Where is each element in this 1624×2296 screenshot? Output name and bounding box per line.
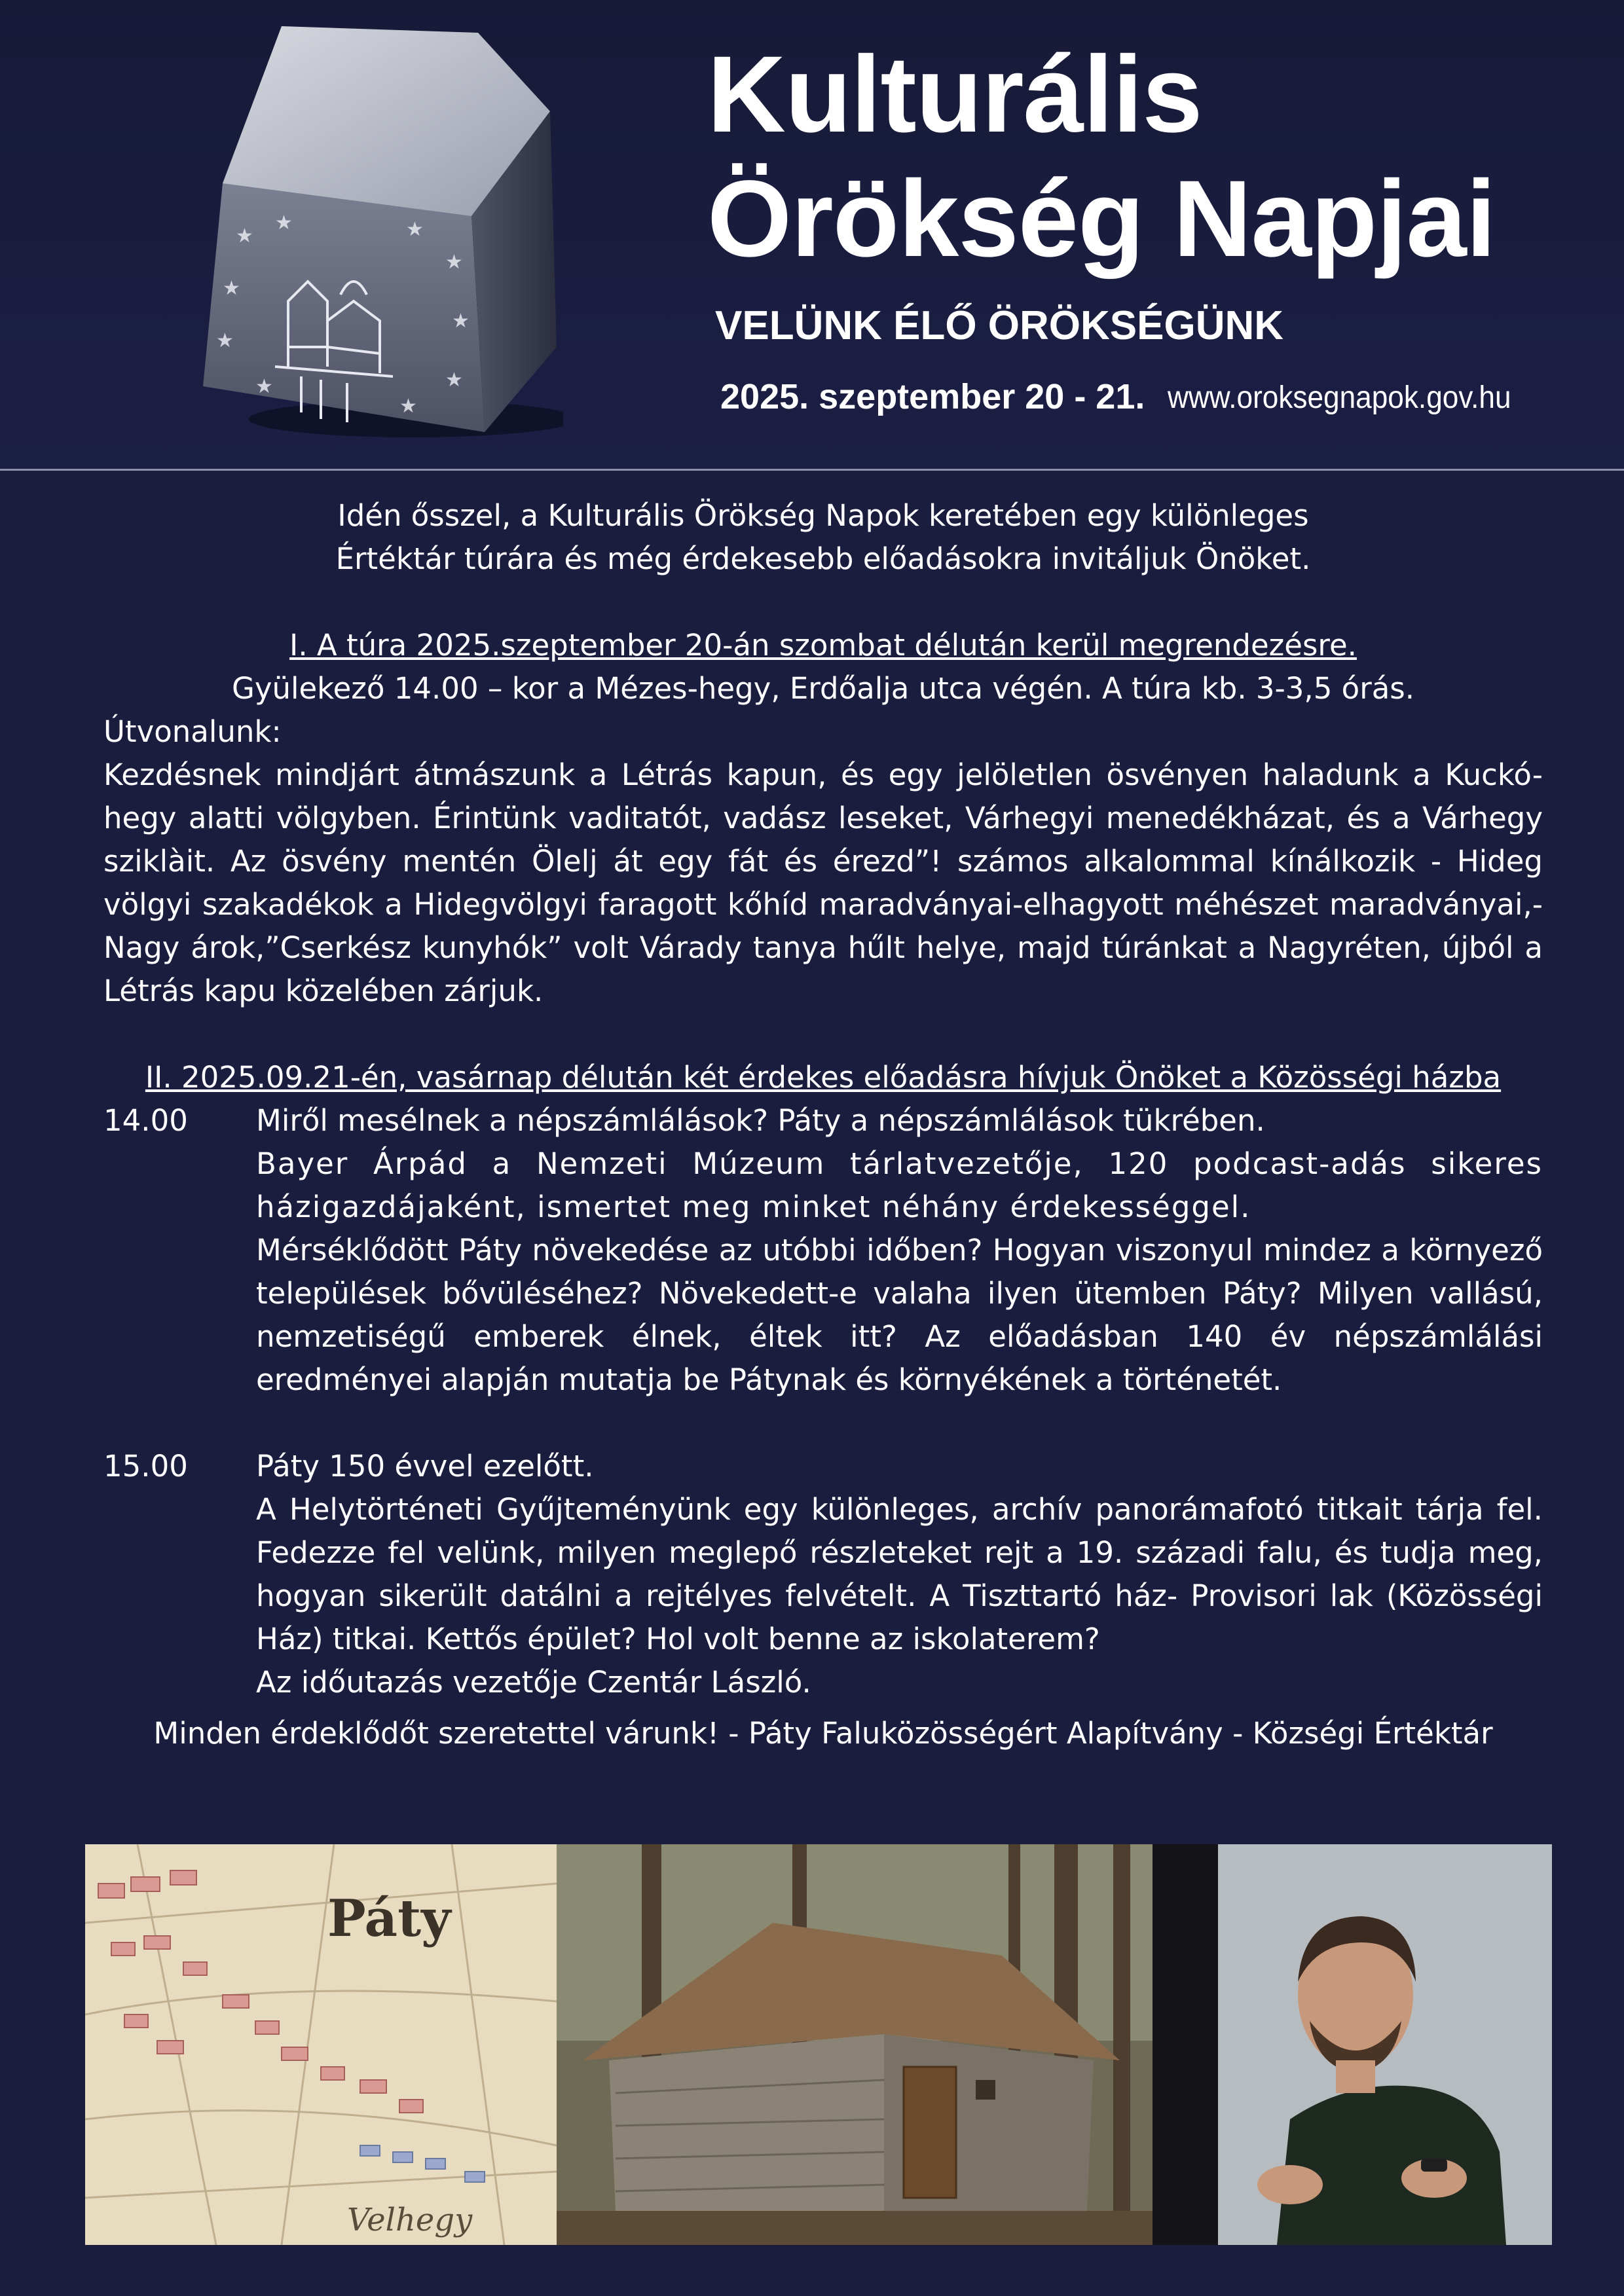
- header-banner: [0, 0, 1624, 471]
- tour-heading: I. A túra 2025.szeptember 20-án szombat délután kerül megrendezésre.: [289, 628, 1357, 663]
- route-description: Kezdésnek mindjárt átmászunk a Létrás kapun, és egy jelöletlen ösvényen haladunk a Kuckó-hegy alatti völgyben. Érintünk vaditatót, vadász leseket, Várhegyi menedékházat, és a Várhegy sziklàit. Az ösvény mentén Ölelj át egy fát és érezd”! számos alkalommal kínálkozik - Hideg völgyi szakadékok a Hidegvölgyi faragott kőhíd maradványai-elhagyott méhészet maradványai,- Nagy árok,”Cserkész kunyhók” volt Várady tanya hűlt helye, majd túránkat a Nagyréten, újból a Létrás kapu közelében zárjuk.: [103, 757, 1543, 1008]
- map-label-2: Velhegy: [347, 2202, 473, 2238]
- presenter-photo: [1153, 1844, 1552, 2245]
- page-title: [707, 33, 1496, 282]
- lecture-item-2: [103, 1445, 1543, 1704]
- event-dates: 2025. szeptember 20 - 21.: [720, 377, 1145, 416]
- svg-text:★: ★: [399, 395, 417, 418]
- event-website-link[interactable]: www.oroksegnapok.gov.hu: [1168, 380, 1511, 415]
- tour-meeting-info: Gyülekező 14.00 – kor a Mézes-hegy, Erdőalja utca végén. A túra kb. 3-3,5 órás.: [231, 671, 1415, 706]
- svg-text:★: ★: [445, 251, 463, 274]
- intro-line-2: Értéktár túrára és még érdekesebb előadásokra invitáljuk Önöket.: [335, 541, 1311, 576]
- svg-text:★: ★: [406, 218, 424, 241]
- event-subtitle: VELÜNK ÉLŐ ÖRÖKSÉGÜNK: [715, 303, 1284, 348]
- intro-line-1: Idén ősszel, a Kulturális Örökség Napok keretében egy különleges: [337, 498, 1309, 533]
- svg-text:★: ★: [452, 310, 470, 333]
- route-label: Útvonalunk:: [103, 714, 282, 749]
- lecture-time: 14.00: [103, 1103, 188, 1138]
- svg-text:★: ★: [255, 375, 273, 398]
- svg-text:★: ★: [445, 369, 463, 392]
- lecture-title: Páty 150 évvel ezelőtt.: [256, 1449, 594, 1484]
- svg-text:★: ★: [223, 277, 240, 300]
- stone-hut-photo: [557, 1844, 1153, 2245]
- lecture-presenter: Bayer Árpád a Nemzeti Múzeum tárlatvezetője, 120 podcast-adás sikeres házigazdájaként, ismertet meg minket néhány érdekességgel.: [256, 1146, 1543, 1224]
- lecture-description: Mérséklődött Páty növekedése az utóbbi időben? Hogyan viszonyul mindez a környező települések bővüléséhez? Növekedett-e valaha ilyen ütemben Páty? Milyen vallású, nemzetiségű emberek élnek, éltek itt? Az előadásban 140 év népszámlálási eredményei alapján mutatja be Pátynak és környékének a történetét.: [256, 1233, 1543, 1397]
- title-line-1: Kulturális: [707, 34, 1202, 155]
- svg-text:★: ★: [275, 211, 293, 234]
- lecture-description: A Helytörténeti Gyűjteményünk egy különleges, archív panorámafotó titkait tárja fel. Fedezze fel velünk, milyen meglepő részleteket rejt a 19. századi falu, és tudja meg, hogyan sikerült datálni a rejtélyes felvételt. A Tiszttartó ház- Provisori lak (Közösségi Ház) titkai. Kettős épület? Hol volt benne az iskolaterem?: [256, 1492, 1543, 1656]
- lecture-item-1: [103, 1099, 1543, 1402]
- title-line-2: Örökség Napjai: [707, 158, 1496, 280]
- historical-map-image: [85, 1844, 557, 2245]
- map-label: Páty: [327, 1889, 451, 1948]
- closing-invitation: Minden érdeklődőt szeretettel várunk! - Páty Faluközösségért Alapítvány - Községi Értéktár: [153, 1716, 1493, 1751]
- lectures-heading: II. 2025.09.21-én, vasárnap délután két érdekes előadásra hívjuk Önöket a Közösségi házba: [145, 1060, 1502, 1095]
- svg-text:★: ★: [236, 225, 253, 247]
- svg-text:★: ★: [216, 329, 234, 352]
- lecture-title: Miről mesélnek a népszámlálások? Páty a népszámlálások tükrében.: [256, 1103, 1265, 1138]
- lecture-presenter: Az időutazás vezetője Czentár László.: [256, 1665, 811, 1700]
- main-content: [103, 494, 1543, 1755]
- lecture-time: 15.00: [103, 1449, 188, 1484]
- photo-strip: [85, 1844, 1552, 2245]
- heritage-stone-logo: [196, 20, 563, 439]
